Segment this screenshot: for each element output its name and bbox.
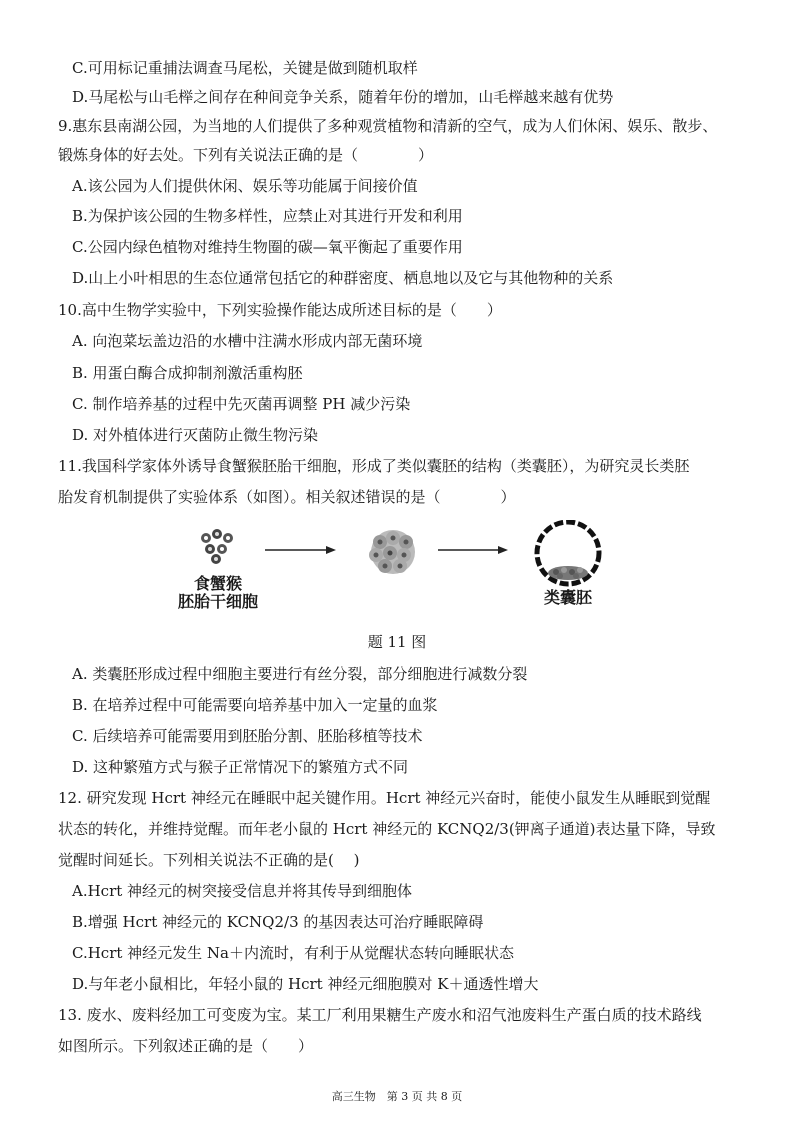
page-footer: 高三生物 第 3 页 共 8 页 — [331, 1090, 463, 1103]
blastoid-icon — [537, 522, 599, 584]
embryonic-stem-cells-icon — [201, 529, 233, 564]
q12-stem-line-2: 状态的转化，并维持觉醒。而年老小鼠的 Hcrt 神经元的 KCNQ2/3(钾离子通道)表达量下降，导致 — [58, 820, 716, 838]
q12-stem-line-3: 觉醒时间延长。下列相关说法不正确的是( ) — [58, 851, 360, 869]
q9-stem-line-2: 锻炼身体的好去处。下列有关说法正确的是（ ） — [58, 146, 434, 164]
q11-option-b: B. 在培养过程中可能需要向培养基中加入一定量的血浆 — [72, 696, 438, 714]
q9-option-b: B.为保护该公园的生物多样性，应禁止对其进行开发和利用 — [72, 207, 463, 225]
arrow-right-icon — [265, 546, 336, 554]
q9-stem-line-1: 9.惠东县南湖公园，为当地的人们提供了多种观赏植物和清新的空气，成为人们休闲、娱乐、散步、 — [58, 117, 718, 135]
q8-option-d: D.马尾松与山毛榉之间存在种间竞争关系，随着年份的增加，山毛榉越来越有优势 — [72, 88, 614, 106]
fig-label-stem-cells: 胚胎干细胞 — [177, 592, 258, 611]
q10-option-a: A. 向泡菜坛盖边沿的水槽中注满水形成内部无菌环境 — [72, 332, 423, 350]
q11-stem-line-2: 胎发育机制提供了实验体系（如图）。相关叙述错误的是（ ） — [58, 488, 516, 506]
q12-option-c: C.Hcrt 神经元发生 Na＋内流时，有利于从觉醒状态转向睡眠状态 — [72, 944, 514, 962]
q10-option-b: B. 用蛋白酶合成抑制剂激活重构胚 — [72, 364, 303, 382]
q9-option-a: A.该公园为人们提供休闲、娱乐等功能属于间接价值 — [72, 177, 418, 195]
q11-figure — [0, 520, 794, 620]
q13-stem-line-1: 13. 废水、废料经加工可变废为宝。某工厂利用果糖生产废水和沼气池废料生产蛋白质的技术路线 — [58, 1006, 702, 1024]
q8-option-c: C.可用标记重捕法调查马尾松，关键是做到随机取样 — [72, 59, 418, 77]
q12-option-b: B.增强 Hcrt 神经元的 KCNQ2/3 的基因表达可治疗睡眠障碍 — [72, 913, 484, 931]
q12-stem-line-1: 12. 研究发现 Hcrt 神经元在睡眠中起关键作用。Hcrt 神经元兴奋时，能使小鼠发生从睡眠到觉醒 — [58, 789, 711, 807]
q11-option-c: C. 后续培养可能需要用到胚胎分割、胚胎移植等技术 — [72, 727, 423, 745]
q10-option-c: C. 制作培养基的过程中先灭菌再调整 PH 减少污染 — [72, 395, 411, 413]
q10-option-d: D. 对外植体进行灭菌防止微生物污染 — [72, 426, 319, 444]
q13-stem-line-2: 如图所示。下列叙述正确的是（ ） — [58, 1037, 314, 1055]
arrow-right-icon — [438, 546, 508, 554]
q11-diagram — [0, 520, 794, 590]
q12-option-a: A.Hcrt 神经元的树突接受信息并将其传导到细胞体 — [72, 882, 413, 900]
fig-label-monkey: 食蟹猴 — [193, 574, 242, 593]
q9-option-c: C.公园内绿色植物对维持生物圈的碳—氧平衡起了重要作用 — [72, 238, 463, 256]
q10-stem: 10.高中生物学实验中，下列实验操作能达成所述目标的是（ ） — [58, 301, 502, 319]
fig-label-blastoid: 类囊胚 — [543, 588, 592, 607]
q11-figure-caption: 题 11 图 — [367, 633, 427, 651]
q11-option-d: D. 这种繁殖方式与猴子正常情况下的繁殖方式不同 — [72, 758, 409, 776]
q11-stem-line-1: 11.我国科学家体外诱导食蟹猴胚胎干细胞，形成了类似囊胚的结构（类囊胚），为研究灵长类胚 — [58, 457, 690, 475]
q12-option-d: D.与年老小鼠相比，年轻小鼠的 Hcrt 神经元细胞膜对 K＋通透性增大 — [72, 975, 539, 993]
cell-aggregate-icon — [369, 530, 415, 574]
q11-option-a: A. 类囊胚形成过程中细胞主要进行有丝分裂，部分细胞进行减数分裂 — [72, 665, 528, 683]
q9-option-d: D.山上小叶相思的生态位通常包括它的种群密度、栖息地以及它与其他物种的关系 — [72, 269, 614, 287]
